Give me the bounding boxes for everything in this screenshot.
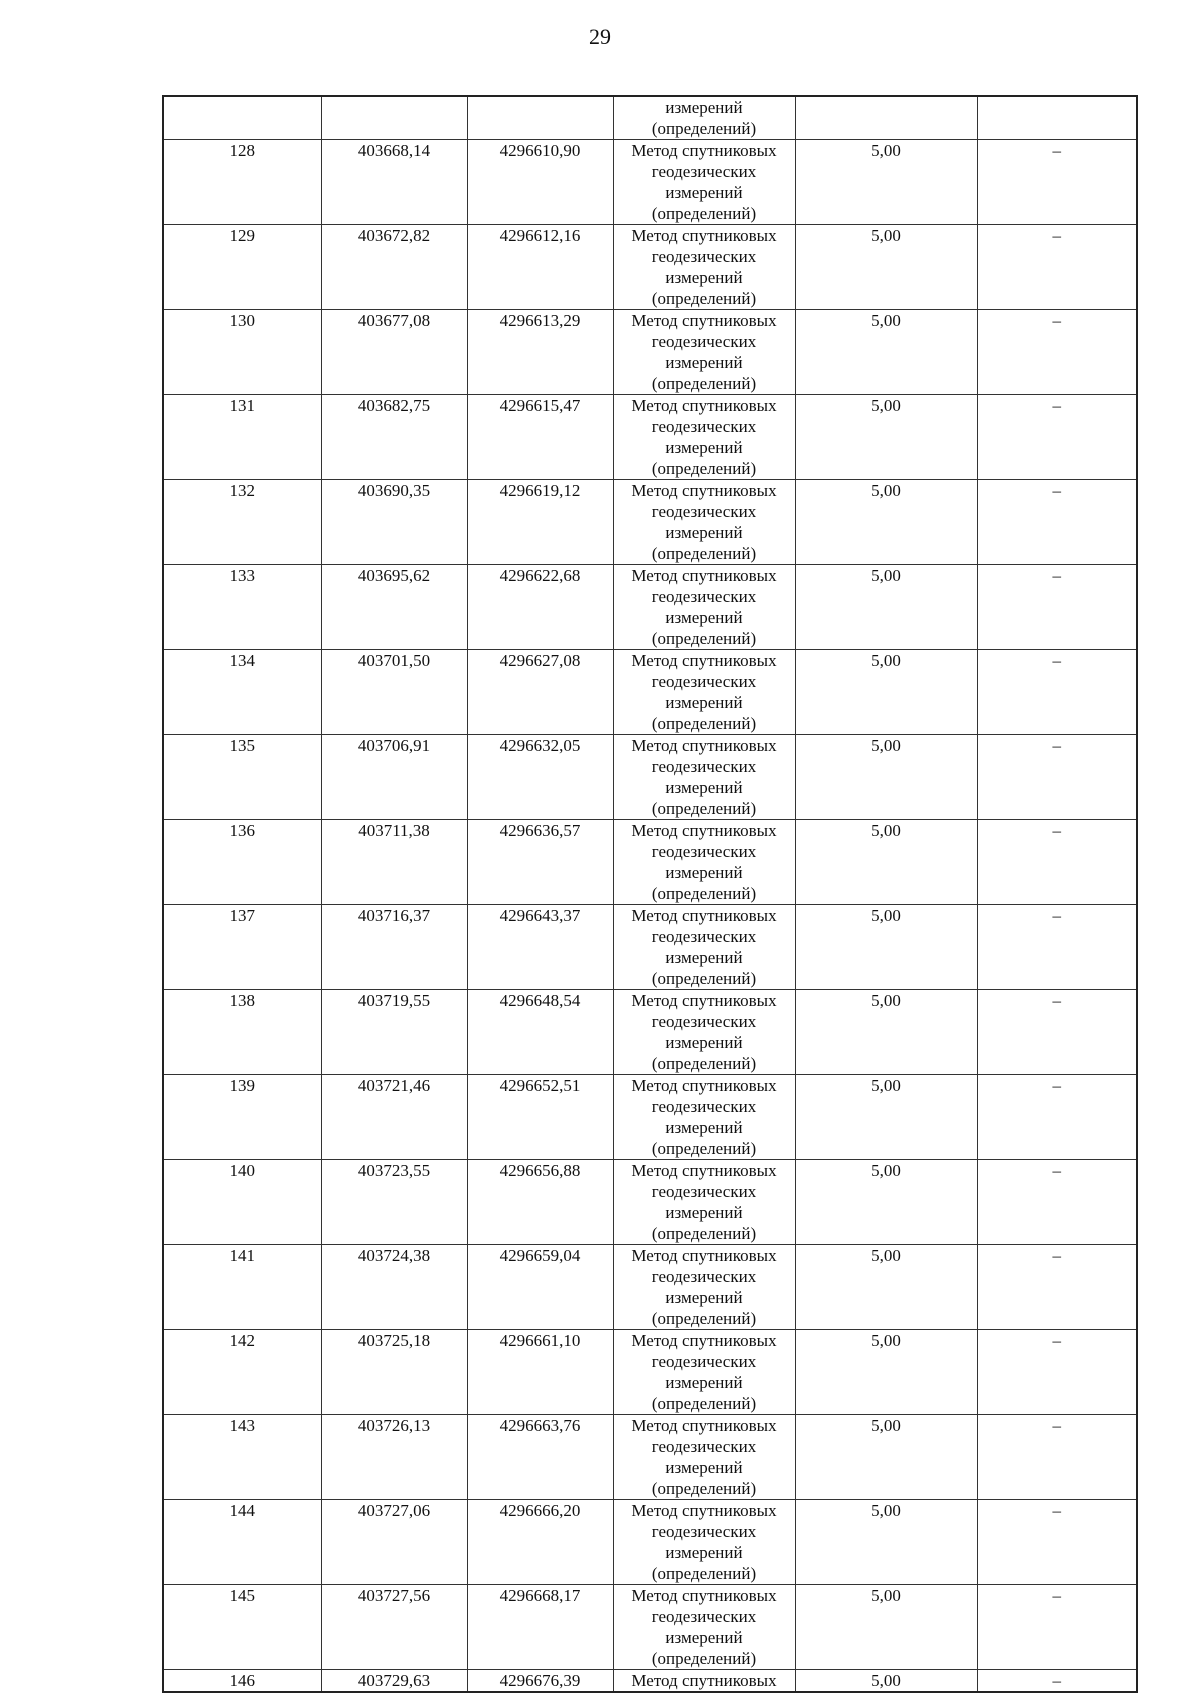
method-line: измерений [665,948,743,967]
method-line: (определений) [651,1309,757,1328]
y-cell: 4296666,20 [467,1500,613,1585]
table-row [163,735,1137,820]
point-cell: 140 [163,1160,321,1245]
method-line: Метод спутниковых [631,1586,777,1605]
coordinates-table [162,95,1138,1693]
method-line: Метод спутниковых [631,396,777,415]
x-cell: 403682,75 [321,395,467,480]
method-line: Метод спутниковых [631,1076,777,1095]
method-cell [613,1160,795,1245]
y-cell: 4296612,16 [467,225,613,310]
method-line: геодезических [651,247,757,266]
description-cell: – [977,905,1137,990]
point-cell: 144 [163,1500,321,1585]
method-line: геодезических [651,1012,757,1031]
method-cell [613,1245,795,1330]
y-cell: 4296610,90 [467,140,613,225]
y-cell: 4296636,57 [467,820,613,905]
description-cell: – [977,565,1137,650]
method-line: геодезических [651,1437,757,1456]
precision-cell: 5,00 [795,820,977,905]
x-cell: 403719,55 [321,990,467,1075]
precision-cell: 5,00 [795,225,977,310]
x-cell: 403721,46 [321,1075,467,1160]
method-line: измерений [665,523,743,542]
method-cell [613,1670,795,1693]
method-line: Метод спутниковых [631,311,777,330]
table-row [163,1500,1137,1585]
x-cell: 403724,38 [321,1245,467,1330]
description-cell: – [977,310,1137,395]
method-cell [613,225,795,310]
point-cell: 143 [163,1415,321,1500]
precision-cell: 5,00 [795,1585,977,1670]
description-cell: – [977,650,1137,735]
x-cell: 403725,18 [321,1330,467,1415]
method-line: (определений) [651,1394,757,1413]
precision-cell: 5,00 [795,565,977,650]
method-line: Метод спутниковых [631,821,777,840]
x-cell: 403706,91 [321,735,467,820]
method-line: Метод спутниковых [631,1416,777,1435]
point-cell: 137 [163,905,321,990]
y-cell: 4296661,10 [467,1330,613,1415]
x-cell: 403727,06 [321,1500,467,1585]
method-line: (определений) [651,204,757,223]
table-row [163,1585,1137,1670]
y-cell: 4296643,37 [467,905,613,990]
method-line: (определений) [651,1054,757,1073]
table-row [163,820,1137,905]
precision-cell [795,96,977,140]
method-line: геодезических [651,1267,757,1286]
method-line: измерений [665,863,743,882]
point-cell: 146 [163,1670,321,1693]
precision-cell: 5,00 [795,650,977,735]
precision-cell: 5,00 [795,1330,977,1415]
description-cell: – [977,990,1137,1075]
method-cell [613,480,795,565]
table-row [163,565,1137,650]
method-line: Метод спутниковых [631,141,777,160]
method-cell [613,395,795,480]
precision-cell: 5,00 [795,1670,977,1693]
table-row [163,990,1137,1075]
page-number: 29 [589,24,611,49]
coordinates-table-body [163,96,1137,1692]
point-cell: 128 [163,140,321,225]
method-line: Метод спутниковых [631,481,777,500]
point-cell: 145 [163,1585,321,1670]
x-cell: 403695,62 [321,565,467,650]
y-cell: 4296627,08 [467,650,613,735]
y-cell [467,96,613,140]
x-cell: 403729,63 [321,1670,467,1693]
method-line: геодезических [651,757,757,776]
y-cell: 4296615,47 [467,395,613,480]
method-line: (определений) [651,1649,757,1668]
method-line: геодезических [651,587,757,606]
x-cell: 403668,14 [321,140,467,225]
precision-cell: 5,00 [795,1075,977,1160]
y-cell: 4296619,12 [467,480,613,565]
method-cell [613,1330,795,1415]
method-line: геодезических [651,162,757,181]
description-cell: – [977,735,1137,820]
method-line: геодезических [651,502,757,521]
description-cell: – [977,1075,1137,1160]
method-cell [613,1585,795,1670]
precision-cell: 5,00 [795,1245,977,1330]
description-cell: – [977,395,1137,480]
method-line: (определений) [651,289,757,308]
method-line: Метод спутниковых [631,1501,777,1520]
method-line: геодезических [651,1182,757,1201]
table-row [163,650,1137,735]
table-row [163,1670,1137,1693]
y-cell: 4296659,04 [467,1245,613,1330]
x-cell: 403677,08 [321,310,467,395]
table-row [163,1330,1137,1415]
method-line: (определений) [651,374,757,393]
description-cell [977,96,1137,140]
precision-cell: 5,00 [795,1415,977,1500]
point-cell: 129 [163,225,321,310]
method-line: геодезических [651,1607,757,1626]
description-cell: – [977,1500,1137,1585]
method-line: геодезических [651,332,757,351]
precision-cell: 5,00 [795,310,977,395]
precision-cell: 5,00 [795,905,977,990]
table-row [163,1075,1137,1160]
y-cell: 4296656,88 [467,1160,613,1245]
method-cell [613,735,795,820]
table-row [163,1160,1137,1245]
x-cell [321,96,467,140]
table-row [163,1415,1137,1500]
point-cell: 135 [163,735,321,820]
precision-cell: 5,00 [795,140,977,225]
description-cell: – [977,820,1137,905]
method-line: измерений [665,1033,743,1052]
x-cell: 403701,50 [321,650,467,735]
method-line: геодезических [651,1522,757,1541]
method-cell [613,990,795,1075]
table-row [163,1245,1137,1330]
point-cell: 136 [163,820,321,905]
point-cell: 133 [163,565,321,650]
method-line: геодезических [651,927,757,946]
method-line: (определений) [651,459,757,478]
method-line: (определений) [651,799,757,818]
x-cell: 403727,56 [321,1585,467,1670]
method-line: Метод спутниковых [631,1161,777,1180]
description-cell: – [977,1330,1137,1415]
method-line: Метод спутниковых [631,1246,777,1265]
method-line: геодезических [651,1352,757,1371]
y-cell: 4296648,54 [467,990,613,1075]
y-cell: 4296668,17 [467,1585,613,1670]
precision-cell: 5,00 [795,1500,977,1585]
point-cell: 132 [163,480,321,565]
method-line: Метод спутниковых [631,651,777,670]
description-cell: – [977,1245,1137,1330]
method-line: измерений [665,1543,743,1562]
point-cell: 130 [163,310,321,395]
method-line: измерений [665,608,743,627]
point-cell: 142 [163,1330,321,1415]
method-line: (определений) [651,629,757,648]
table-row [163,905,1137,990]
method-line: измерений [665,1373,743,1392]
point-cell: 139 [163,1075,321,1160]
method-line: (определений) [651,1564,757,1583]
point-cell: 131 [163,395,321,480]
continued-row [163,96,1137,140]
x-cell: 403711,38 [321,820,467,905]
method-line: (определений) [651,714,757,733]
method-line: Метод спутниковых [631,991,777,1010]
method-line: измерений [665,98,743,117]
method-cell [613,140,795,225]
method-cell [613,820,795,905]
y-cell: 4296632,05 [467,735,613,820]
method-line: (определений) [651,1479,757,1498]
method-cell [613,1500,795,1585]
method-line: (определений) [651,884,757,903]
method-line: Метод спутниковых [631,226,777,245]
y-cell: 4296652,51 [467,1075,613,1160]
description-cell: – [977,1160,1137,1245]
x-cell: 403690,35 [321,480,467,565]
point-cell: 141 [163,1245,321,1330]
method-line: измерений [665,1288,743,1307]
table-row [163,310,1137,395]
method-line: (определений) [651,1224,757,1243]
y-cell: 4296663,76 [467,1415,613,1500]
precision-cell: 5,00 [795,480,977,565]
method-cell [613,96,795,140]
precision-cell: 5,00 [795,990,977,1075]
method-line: измерений [665,438,743,457]
method-line: измерений [665,183,743,202]
method-line: Метод спутниковых [631,1671,777,1690]
method-cell [613,650,795,735]
method-line: измерений [665,1118,743,1137]
method-line: (определений) [651,119,757,138]
description-cell: – [977,225,1137,310]
method-line: измерений [665,778,743,797]
method-cell [613,310,795,395]
method-line: Метод спутниковых [631,566,777,585]
table-row [163,225,1137,310]
point-cell: 138 [163,990,321,1075]
y-cell: 4296613,29 [467,310,613,395]
method-cell [613,565,795,650]
method-line: (определений) [651,1139,757,1158]
point-cell [163,96,321,140]
x-cell: 403716,37 [321,905,467,990]
y-cell: 4296622,68 [467,565,613,650]
x-cell: 403672,82 [321,225,467,310]
table-row [163,395,1137,480]
precision-cell: 5,00 [795,395,977,480]
point-cell: 134 [163,650,321,735]
method-line: (определений) [651,969,757,988]
method-line: геодезических [651,672,757,691]
description-cell: – [977,140,1137,225]
table-row [163,140,1137,225]
method-line: измерений [665,1458,743,1477]
method-line: измерений [665,268,743,287]
x-cell: 403726,13 [321,1415,467,1500]
table-row [163,480,1137,565]
method-line: (определений) [651,544,757,563]
description-cell: – [977,1670,1137,1693]
method-line: геодезических [651,417,757,436]
precision-cell: 5,00 [795,735,977,820]
x-cell: 403723,55 [321,1160,467,1245]
method-line: Метод спутниковых [631,736,777,755]
method-line: измерений [665,693,743,712]
method-line: измерений [665,353,743,372]
method-cell [613,1415,795,1500]
description-cell: – [977,1415,1137,1500]
method-line: Метод спутниковых [631,906,777,925]
precision-cell: 5,00 [795,1160,977,1245]
description-cell: – [977,1585,1137,1670]
method-line: измерений [665,1203,743,1222]
method-line: Метод спутниковых [631,1331,777,1350]
method-line: геодезических [651,842,757,861]
description-cell: – [977,480,1137,565]
method-line: геодезических [651,1097,757,1116]
method-cell [613,1075,795,1160]
y-cell: 4296676,39 [467,1670,613,1693]
method-cell [613,905,795,990]
method-line: измерений [665,1628,743,1647]
